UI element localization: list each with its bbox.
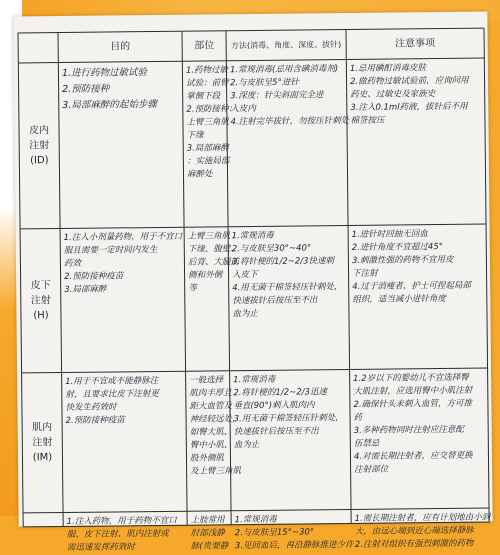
row-label-subcutaneous: 皮下 注射 (H) xyxy=(21,229,63,373)
list-item: 棉签按压 xyxy=(350,115,385,126)
list-item: 3.局部麻醉 xyxy=(186,143,229,154)
list-item: 药效 xyxy=(63,258,82,269)
intradermal-notes xyxy=(347,59,487,226)
list-item: 下注射 xyxy=(352,268,378,279)
list-item: 药史、过敏史及家族史 xyxy=(350,89,436,100)
header-purpose: 目的 xyxy=(59,32,183,63)
list-item: 4.注射完毕拔针，勿按压针刺处 xyxy=(230,115,350,128)
intravenous-site xyxy=(188,511,232,552)
list-item: 4.用无菌干棉签轻压针刺处， xyxy=(232,282,343,294)
list-item: 1.常规消毒 xyxy=(233,374,276,386)
list-item: 肘部浅静 xyxy=(190,528,225,539)
list-item: 注射部位 xyxy=(354,464,389,475)
list-item: 上臂三角肌 xyxy=(187,231,231,242)
row-label-intradermal: 皮内 注射 (ID) xyxy=(19,63,61,229)
list-item: 快发生药效时 xyxy=(65,402,117,413)
list-item: 血为止 xyxy=(232,308,259,320)
subcutaneous-method xyxy=(229,226,351,371)
list-item: 2.确保针头未刺入血管，方可推 xyxy=(353,398,473,410)
list-item: 距大血管及 xyxy=(189,401,233,412)
list-item: 2.将针梗的1/2~2/3迅速 xyxy=(233,387,327,399)
list-item: 麻醉处 xyxy=(186,169,213,180)
list-item: 4.过于消瘦者，护士可捏起局部 xyxy=(352,280,471,292)
list-item: 下缘、腹壁、 xyxy=(187,244,239,255)
intradermal-method xyxy=(227,60,349,227)
list-item: 后背、大腿前 xyxy=(187,257,239,268)
list-item: 3.多种药物同时注射应注意配 xyxy=(353,424,464,436)
intravenous-notes xyxy=(352,509,491,550)
list-item: 肌肉丰厚且 xyxy=(189,388,232,399)
list-item: 需迅速发挥药效时 xyxy=(66,542,135,553)
list-item: 3.局部麻醉的起始步骤 xyxy=(62,98,157,111)
list-item: 3.见回血后，再沿静脉推进少许 xyxy=(234,539,354,552)
list-item: 3.将针梗的1/2~2/3快速刺 xyxy=(231,256,335,268)
list-item: 2.与皮肤呈30°~40° xyxy=(231,243,312,255)
list-item: 射，且要求比皮下注射更 xyxy=(65,388,159,400)
header-blank xyxy=(19,33,59,63)
list-item: 1.药物过敏 xyxy=(185,65,229,76)
list-item: 快速拔针后按压至不出 xyxy=(232,295,318,307)
list-item: 入皮下 xyxy=(232,269,258,281)
list-item: 臀中小肌、 xyxy=(189,440,233,451)
list-item: 脉(贵要静 xyxy=(190,541,229,552)
list-item: 1.注入小剂量药物，用于不宜口 xyxy=(63,231,183,243)
row-label-intramuscular: 肌内 注射 (IM) xyxy=(22,373,63,513)
list-item: 一般选择 xyxy=(189,375,224,386)
list-item: 血为止 xyxy=(233,439,260,451)
list-item: 下缘 xyxy=(186,130,204,141)
list-item: 2.预防接种疫苗 xyxy=(64,271,124,282)
list-item: 2.预防接种 xyxy=(62,83,110,95)
list-item: 试验：前臂 xyxy=(186,78,229,89)
list-item: 2.与皮肤呈5°进针 xyxy=(230,77,299,89)
row-label-intravenous xyxy=(24,513,64,527)
list-item: 服且需要一定时间内发生 xyxy=(63,245,158,256)
intravenous-method xyxy=(232,510,354,552)
intramuscular-purpose xyxy=(62,372,187,513)
intravenous-purpose xyxy=(64,512,188,553)
subcutaneous-purpose xyxy=(61,228,187,373)
list-item: 1.进针时回抽无回血 xyxy=(351,229,428,240)
subcutaneous-notes xyxy=(349,225,489,370)
list-item: 1.进行药物过敏试验 xyxy=(61,67,148,79)
list-item: 药 xyxy=(353,412,363,423)
list-item: 大肌注射，应选用臀中小肌注射 xyxy=(353,385,473,397)
list-item: 垂直(90°)刺入肌肉内 xyxy=(233,400,315,412)
list-item: 入皮内 xyxy=(230,103,256,115)
list-item: 股外侧肌 xyxy=(189,453,225,464)
paper-sheet xyxy=(13,12,492,553)
list-item: 2.进针角度不宜超过45° xyxy=(351,242,444,253)
list-item: 3.注入0.1ml药液，拔针后不用 xyxy=(350,101,468,113)
list-item: 上肢常用 xyxy=(190,515,225,526)
list-item: 1.常规消毒 xyxy=(231,230,274,242)
list-item: 1.用于不宜或不能静脉注 xyxy=(65,375,159,387)
list-item: 服、皮下注射、肌内注射或 xyxy=(66,528,169,540)
list-item: 1.2岁以下的婴幼儿不宜选择臀 xyxy=(353,372,469,384)
header-notes: 注意事项 xyxy=(347,29,485,60)
list-item: 侧和外侧 xyxy=(188,270,223,281)
list-item: 神经较远处， xyxy=(189,414,241,425)
list-item: 3.用无菌干棉签轻压针刺处， xyxy=(233,413,344,425)
list-item: 2.预防接种： xyxy=(186,104,238,115)
list-item: 3.刺激性强的药物不宜用皮 xyxy=(351,254,454,266)
intradermal-purpose xyxy=(59,62,185,229)
list-item: 1.需长期注射者，应有计划地由小到 xyxy=(354,512,491,524)
list-item: 1.注入药物，用于药物不宜口 xyxy=(66,515,177,527)
list-item: 组织，适当减小进针角度 xyxy=(352,293,446,305)
list-item: 伍禁忌 xyxy=(353,438,380,449)
list-item: 1.常规消毒 xyxy=(234,514,277,526)
list-item: 快速拔针后按压至不出 xyxy=(233,426,319,438)
list-item: 2.做药物过敏试验前，应询问用 xyxy=(349,75,469,87)
subcutaneous-site xyxy=(185,227,239,371)
list-item: 上臂三角肌 xyxy=(186,117,230,128)
list-item: 如臀大肌、 xyxy=(189,427,233,438)
header-site: 部位 xyxy=(183,31,227,61)
intramuscular-site xyxy=(186,371,242,511)
list-item: 及上臂三角肌 xyxy=(190,466,242,477)
list-item: 3.局部麻醉 xyxy=(64,284,107,295)
list-item: 1.忌用碘酊消毒皮肤 xyxy=(349,63,427,74)
intramuscular-notes xyxy=(350,369,489,510)
list-item: ：实施局部 xyxy=(186,156,230,167)
list-item: 等 xyxy=(188,283,197,294)
list-item: 2.与皮肤呈15°~30° xyxy=(234,527,315,539)
list-item: 2.预防接种疫苗 xyxy=(65,415,125,426)
list-item: 4.对需长期注射者，应交替更换 xyxy=(353,450,473,462)
list-item: 大，由远心端到近心端选择静脉 xyxy=(354,525,474,537)
list-item: 1.常规消毒(忌用含碘消毒剂) xyxy=(229,64,339,76)
list-item: 2.注射对组织有强烈刺激的药物 xyxy=(354,538,474,550)
list-item: 掌侧下段 xyxy=(186,91,221,102)
intramuscular-method xyxy=(230,370,351,511)
header-method: 方法(消毒、角度、深度、拔针) xyxy=(227,30,347,61)
injection-table xyxy=(18,28,491,553)
list-item: 3.深度：针尖斜面完全进 xyxy=(230,90,324,102)
intradermal-site xyxy=(183,61,238,227)
